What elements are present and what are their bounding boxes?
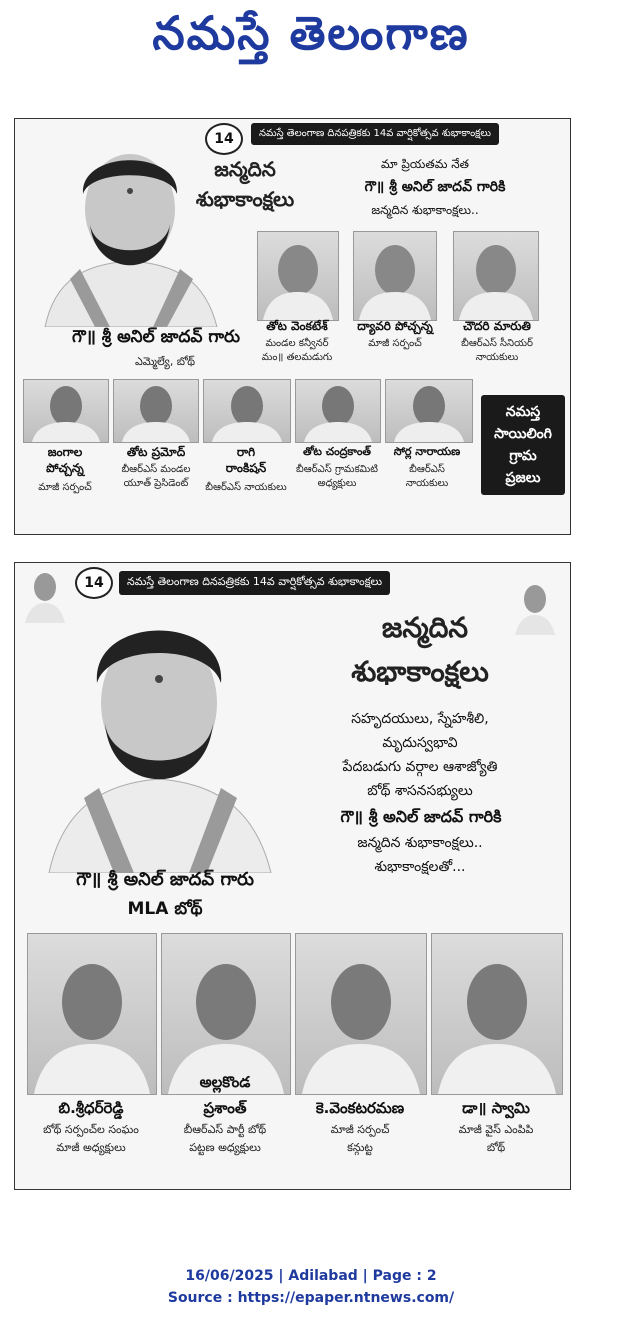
- person-photo-1: [257, 231, 339, 321]
- person-role-5b: యూత్ ప్రెసిడెంట్: [123, 478, 189, 489]
- advertisement-2: [14, 562, 571, 1190]
- leader-name: గౌ॥ శ్రీ అనిల్ జాదవ్ గారు: [72, 327, 240, 347]
- village-box: [481, 395, 565, 495]
- village-line-3: గ్రామ: [509, 448, 537, 464]
- person-name-1: తోట వెంకటేశ్: [266, 319, 328, 333]
- anniversary-badge-2: 14: [75, 567, 113, 599]
- person-photo-6: [203, 379, 291, 443]
- person2-role-1b: మాజీ అధ్యక్షులు: [56, 1141, 126, 1154]
- greeting-line-2: గౌ॥ శ్రీ అనిల్ జాదవ్ గారికి: [364, 179, 506, 195]
- person-name-3: చౌదరి మారుతి: [463, 319, 531, 333]
- person-name-4b: పోచ్చన్న: [46, 461, 84, 475]
- person-photo-2: [353, 231, 437, 321]
- person2-name-2b: ప్రశాంత్: [203, 1099, 247, 1117]
- footer-date-line: 16/06/2025 | Adilabad | Page : 2: [185, 1268, 437, 1284]
- message-line-1: సహృదయులు, స్నేహశీలి,: [351, 711, 489, 727]
- person-photo-4: [23, 379, 109, 443]
- birthday-heading-2-line2: శుభాకాంక్షలు: [351, 655, 489, 688]
- person-photo-5: [113, 379, 199, 443]
- leader-name-2: గౌ॥ శ్రీ అనిల్ జాదవ్ గారు: [76, 869, 254, 890]
- person-role-1a: మండల కన్వీనర్: [265, 338, 329, 349]
- person-role-7b: అధ్యక్షులు: [317, 478, 357, 489]
- person2-name-3: కె.వెంకటరమణ: [315, 1099, 405, 1117]
- person2-role-3a: మాజీ సర్పంచ్: [330, 1123, 390, 1136]
- village-line-1: నమస్త: [505, 404, 541, 420]
- message-line-4: బోథ్ శాసనసభ్యులు: [367, 783, 473, 799]
- person2-name-2a: అల్లకొండ: [199, 1073, 251, 1091]
- village-line-2: సాయిలింగి: [494, 426, 552, 442]
- person2-name-4: డా॥ స్వామి: [462, 1099, 530, 1117]
- person-role-8a: బీఆర్ఎస్: [409, 464, 445, 475]
- greeting-line-3: జన్మదిన శుభాకాంక్షలు..: [371, 203, 479, 217]
- person-name-5: తోట ప్రమోద్: [126, 445, 186, 459]
- anniversary-banner-2: నమస్తే తెలంగాణ దినపత్రికకు 14వ వార్షికోత్సవ శుభాకాంక్షలు: [119, 571, 390, 595]
- person2-role-2a: బీఆర్ఎస్ పార్టీ బోథ్: [183, 1123, 267, 1136]
- person2-name-1: బి.శ్రీధర్‌రెడ్డి: [58, 1099, 124, 1117]
- person-name-2: ద్యావరి పోచ్చన్న: [357, 319, 433, 333]
- person2-role-1a: బోథ్ సర్పంచ్‌ల సంఘం: [43, 1123, 139, 1136]
- person2-role-4a: మాజీ వైస్ ఎంపిపి: [458, 1123, 534, 1136]
- person-role-5a: బీఆర్ఎస్ మండల: [121, 464, 191, 475]
- masthead-title: నమస్తే తెలంగాణ: [152, 6, 470, 60]
- footer-source-line[interactable]: Source : https://epaper.ntnews.com/: [167, 1290, 455, 1306]
- birthday-heading-line2: శుభాకాంక్షలు: [195, 187, 295, 211]
- person-name-8: సోర్ల నారాయణ: [393, 445, 461, 458]
- message-line-7: శుభాకాంక్షలతో...: [374, 859, 466, 875]
- person2-photo-1: [27, 933, 157, 1095]
- village-line-4: ప్రజలు: [505, 470, 541, 486]
- person-photo-3: [453, 231, 539, 321]
- person-role-3b: నాయకులు: [475, 352, 519, 363]
- person-name-7: తోట చంద్రకాంత్: [303, 445, 371, 458]
- person-role-2a: మాజీ సర్పంచ్: [368, 338, 422, 349]
- person2-photo-3: [295, 933, 427, 1095]
- birthday-heading-2-line1: జన్మదిన: [381, 611, 469, 644]
- message-line-2: మృదుస్వభావి: [382, 735, 458, 751]
- anniversary-banner: నమస్తే తెలంగాణ దినపత్రికకు 14వ వార్షికోత్సవ శుభాకాంక్షలు: [251, 123, 499, 145]
- person-name-4a: జంగాల: [47, 445, 83, 459]
- leader-title: ఎమ్మెల్యే, బోథ్: [134, 355, 196, 368]
- person2-role-3b: కన్గుట్ట: [347, 1141, 373, 1154]
- person-role-1b: మం॥ తలమడుగు: [261, 352, 333, 363]
- person-role-7a: బీఆర్ఎస్ గ్రామకమిటి: [296, 464, 378, 475]
- person-role-8b: నాయకులు: [405, 478, 449, 489]
- person-role-6a: బీఆర్ఎస్ నాయకులు: [205, 482, 287, 493]
- person2-role-4b: బోథ్: [486, 1141, 506, 1154]
- anniversary-badge: 14: [205, 123, 243, 155]
- greeting-line-1: మా ప్రియతమ నేత: [381, 157, 469, 171]
- person-name-6a: రాగి: [236, 445, 256, 459]
- person-name-6b: రాంకిషన్: [225, 461, 267, 475]
- leader-title-2: MLA బోథ్: [127, 899, 203, 919]
- person-role-3a: బీఆర్ఎస్ సీనియర్: [461, 338, 533, 349]
- advertisement-1: [14, 118, 571, 535]
- person-photo-8: [385, 379, 473, 443]
- person-photo-7: [295, 379, 381, 443]
- person2-photo-4: [431, 933, 563, 1095]
- birthday-heading-line1: జన్మదిన: [214, 157, 276, 181]
- person-role-4a: మాజీ సర్పంచ్: [38, 482, 92, 493]
- message-line-5: గౌ॥ శ్రీ అనిల్ జాదవ్ గారికి: [340, 807, 502, 826]
- message-line-6: జన్మదిన శుభాకాంక్షలు..: [357, 835, 483, 851]
- leader-photo-2: [39, 603, 279, 873]
- person2-role-2b: పట్టణ అధ్యక్షులు: [189, 1141, 261, 1154]
- message-line-3: పేదబడుగు వర్గాల ఆశాజ్యోతి: [342, 759, 498, 775]
- person2-photo-2: [161, 933, 291, 1095]
